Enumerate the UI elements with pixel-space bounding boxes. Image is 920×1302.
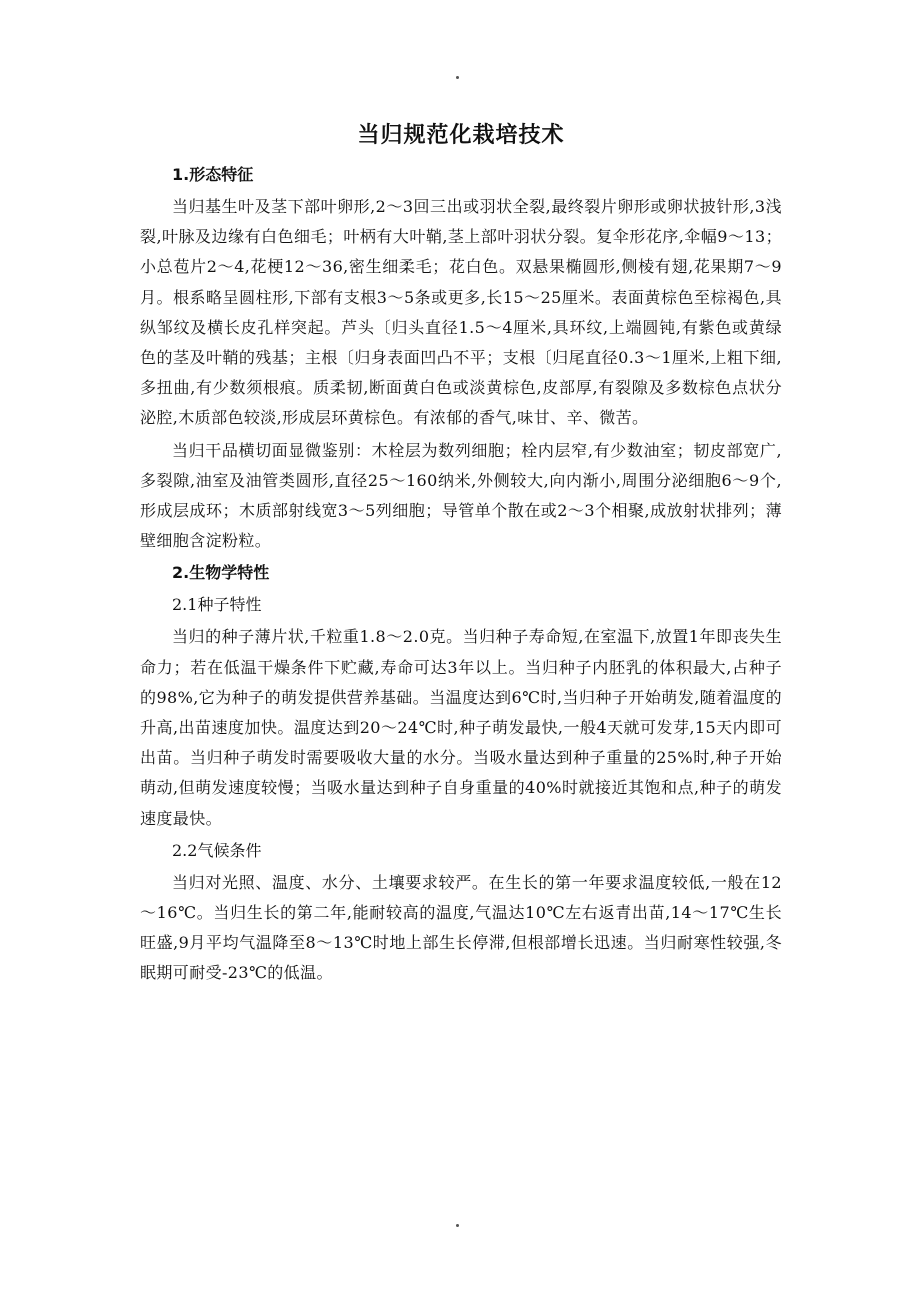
- paragraph-morphology: 当归基生叶及茎下部叶卵形,2～3回三出或羽状全裂,最终裂片卵形或卵状披针形,3浅裂,叶脉及边缘有白色细毛；叶柄有大叶鞘,茎上部叶羽状分裂。复伞形花序,伞幅9～13；小总苞片2～4,花梗12～36,密生细柔毛；花白色。双悬果椭圆形,侧棱有翅,花果期7～9月。根系略呈圆柱形,下部有支根3～5条或更多,长15～25厘米。表面黄棕色至棕褐色,具纵邹纹及横长皮孔样突起。芦头〔归头直径1.5～4厘米,具环纹,上端圆钝,有紫色或黄绿色的茎及叶鞘的残基；主根〔归身表面凹凸不平；支根〔归尾直径0.3～1厘米,上粗下细,多扭曲,有少数须根痕。质柔韧,断面黄白色或淡黄棕色,皮部厚,有裂隙及多数棕色点状分泌腔,木质部色较淡,形成层环黄棕色。有浓郁的香气,味甘、辛、微苦。: [140, 197, 782, 428]
- subsection-heading-climate: 2.2气候条件: [172, 840, 262, 860]
- subsection-heading-seed: 2.1种子特性: [172, 595, 262, 615]
- section-heading-morphology: 1.形态特征: [172, 165, 254, 184]
- section-heading-biology: 2.生物学特性: [172, 563, 270, 583]
- document-title: 当归规范化栽培技术: [357, 123, 565, 148]
- page-top-dot: [456, 76, 459, 79]
- document-body: [140, 118, 782, 991]
- paragraph-seed: 当归的种子薄片状,千粒重1.8～2.0克。当归种子寿命短,在室温下,放置1年即丧失生命力；若在低温干燥条件下贮藏,寿命可达3年以上。当归种子内胚乳的体积最大,占种子的98%,它为种子的萌发提供营养基础。当温度达到6℃时,当归种子开始萌发,随着温度的升高,出苗速度加快。温度达到20～24℃时,种子萌发最快,一般4天就可发芽,15天内即可出苗。当归种子萌发时需要吸收大量的水分。当吸水量达到种子重量的25%时,种子开始萌动,但萌发速度较慢；当吸水量达到种子自身重量的40%时就接近其饱和点,种子的萌发速度最快。: [140, 627, 782, 828]
- page-bottom-dot: [456, 1224, 459, 1227]
- paragraph-microscopy: 当归干品横切面显微鉴别：木栓层为数列细胞；栓内层窄,有少数油室；韧皮部宽广,多裂隙,油室及油管类圆形,直径25～160纳米,外侧较大,向内渐小,周围分泌细胞6～9个,形成层成环；木质部射线宽3～5列细胞；导管单个散在或2～3个相聚,成放射状排列；薄壁细胞含淀粉粒。: [140, 440, 782, 551]
- paragraph-climate: 当归对光照、温度、水分、土壤要求较严。在生长的第一年要求温度较低,一般在12～16℃。当归生长的第二年,能耐较高的温度,气温达10℃左右返青出苗,14～17℃生长旺盛,9月平均气温降至8～13℃时地上部生长停滞,但根部增长迅速。当归耐寒性较强,冬眠期可耐受-23℃的低温。: [140, 872, 782, 983]
